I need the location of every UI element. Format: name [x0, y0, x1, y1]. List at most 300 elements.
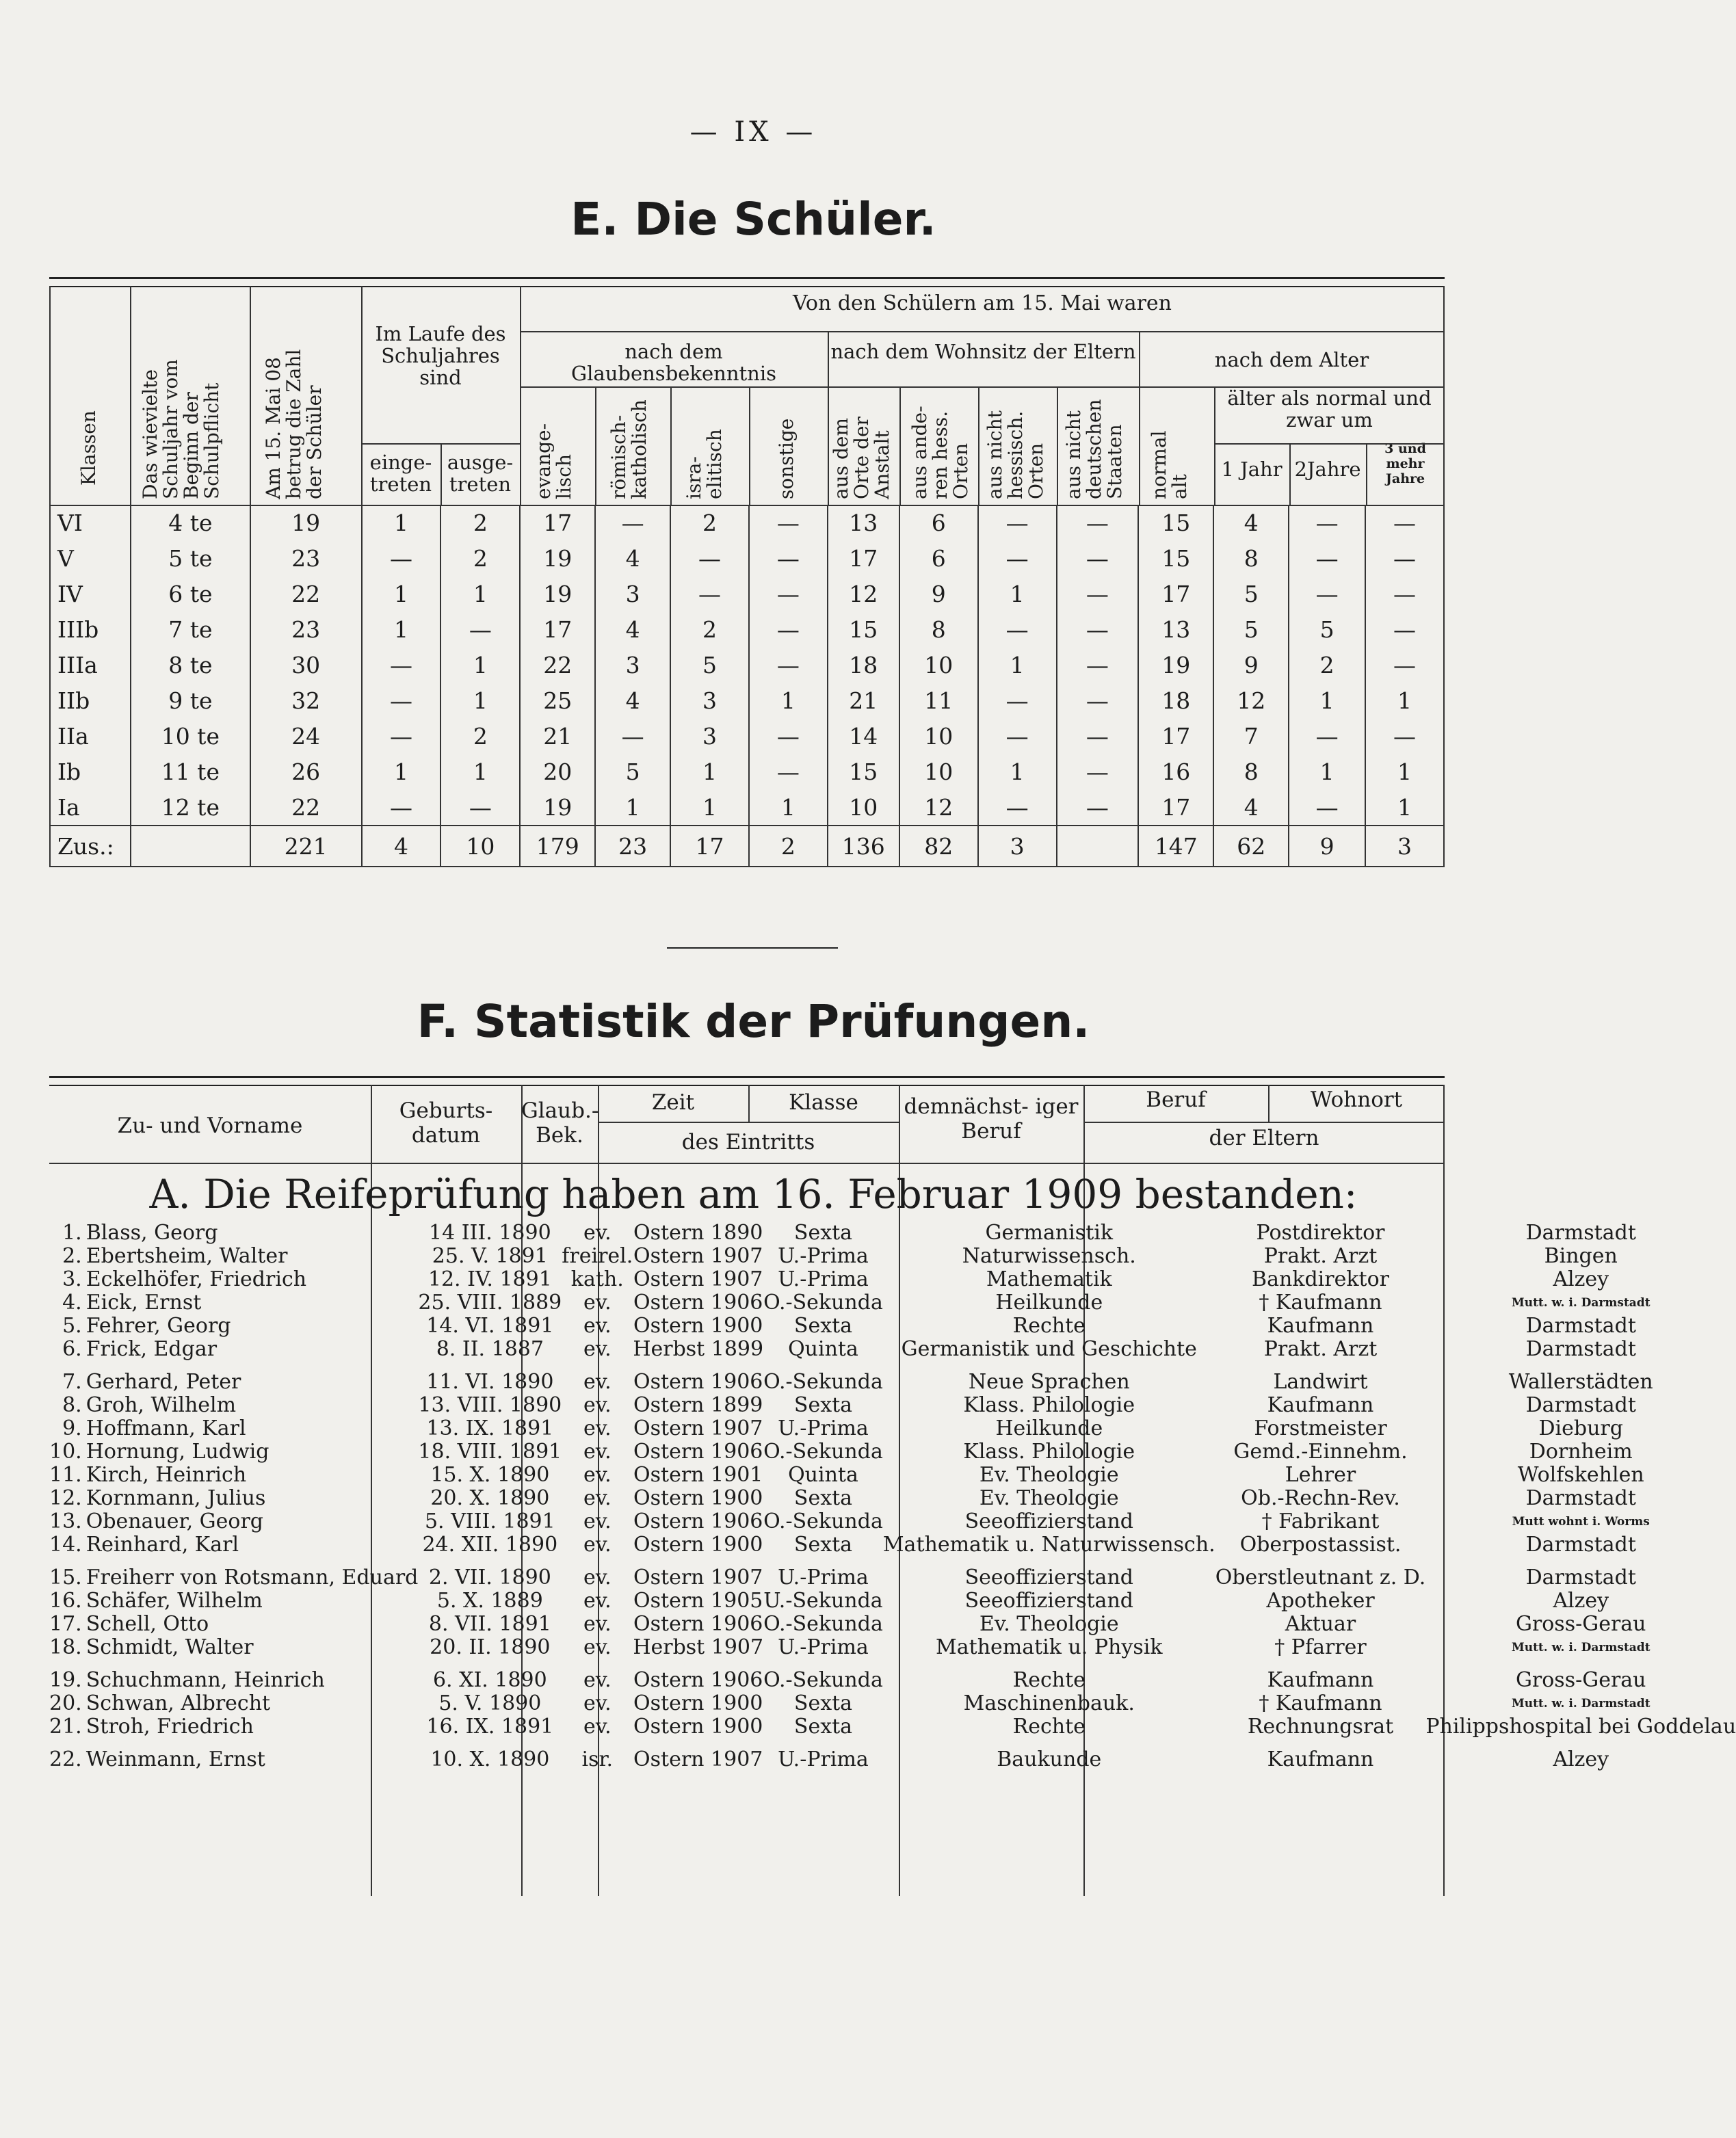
header-3-jahre: 3 und mehr Jahre	[1384, 441, 1426, 486]
value-cell: 16	[1138, 754, 1213, 789]
future-profession: Klass. Philologie	[963, 1440, 1135, 1464]
value-cell: 8	[899, 611, 978, 647]
value-cell: 1	[978, 647, 1057, 683]
parent-profession: Rechnungsrat	[1247, 1715, 1394, 1739]
student-name: Gerhard, Peter	[86, 1370, 241, 1394]
religion: freirel.	[562, 1244, 633, 1268]
religion: ev.	[583, 1463, 611, 1487]
value-cell: —	[1365, 540, 1444, 576]
parent-residence: Darmstadt	[1525, 1566, 1636, 1589]
header-ort-anstalt: aus dem Orte der Anstalt	[830, 417, 893, 499]
future-profession: Mathematik u. Physik	[936, 1635, 1163, 1659]
value-cell: —	[670, 540, 749, 576]
birth-date: 6. XI. 1890	[432, 1668, 547, 1692]
value-cell: 18	[828, 647, 899, 683]
table-row	[49, 1589, 1736, 1613]
table-row	[49, 1669, 1736, 1692]
row-spacer	[49, 1739, 1736, 1748]
value-cell: 30	[250, 647, 362, 683]
value-cell: 5 te	[131, 540, 250, 576]
rule	[598, 1122, 899, 1123]
parent-residence: Gross-Gerau	[1515, 1612, 1646, 1636]
value-cell: 12	[1213, 683, 1289, 718]
religion: ev.	[583, 1612, 611, 1636]
value-cell: —	[749, 576, 828, 611]
birth-date: 13. IX. 1891	[426, 1416, 554, 1440]
value-cell: 5	[670, 647, 749, 683]
row-number: 20.	[49, 1691, 82, 1715]
value-cell: 5	[595, 754, 670, 789]
religion: ev.	[583, 1566, 611, 1589]
row-spacer	[49, 1361, 1736, 1371]
value-cell: 1	[440, 576, 520, 611]
parent-residence: Philippshospital bei Goddelau	[1425, 1715, 1736, 1739]
value-cell: 15	[828, 754, 899, 789]
rule	[1443, 286, 1445, 505]
value-cell: —	[362, 540, 441, 576]
total-row	[50, 826, 1444, 867]
header-israelitisch: isra- elitisch	[683, 429, 726, 499]
entry-time: Ostern 1900	[633, 1691, 763, 1715]
value-cell: —	[749, 611, 828, 647]
entry-class: O.-Sekunda	[763, 1370, 883, 1394]
value-cell: 1	[1289, 754, 1365, 789]
header-aelter: älter als normal und zwar um	[1227, 386, 1432, 432]
value-cell: 17	[520, 505, 595, 540]
table-row	[49, 1464, 1736, 1487]
value-cell: 5	[1289, 611, 1365, 647]
value-cell: 6 te	[131, 576, 250, 611]
religion: ev.	[583, 1589, 611, 1613]
value-cell: 1	[1365, 754, 1444, 789]
birth-date: 14 III. 1890	[428, 1221, 551, 1245]
value-cell: 13	[828, 505, 899, 540]
spacer-cell	[49, 1557, 1736, 1566]
row-number: 15.	[49, 1566, 82, 1589]
student-table	[49, 505, 1445, 867]
parent-profession: Postdirektor	[1256, 1221, 1385, 1245]
entry-class: Sexta	[793, 1691, 853, 1715]
birth-date: 25. VIII. 1889	[418, 1291, 562, 1315]
table-row	[50, 611, 1444, 647]
value-cell: 1	[978, 576, 1057, 611]
religion: ev.	[583, 1668, 611, 1692]
birth-date: 18. VIII. 1891	[418, 1440, 562, 1464]
value-cell: 15	[828, 611, 899, 647]
value-cell: —	[362, 683, 441, 718]
religion: ev.	[583, 1486, 611, 1510]
value-cell: 17	[1138, 718, 1213, 754]
value-cell: 1	[1289, 683, 1365, 718]
student-name: Hornung, Ludwig	[86, 1440, 269, 1464]
religion: ev.	[583, 1337, 611, 1361]
religion: isr.	[581, 1747, 614, 1771]
value-cell: 9 te	[131, 683, 250, 718]
value-cell: 21	[520, 718, 595, 754]
value-cell: 10	[440, 826, 520, 867]
value-cell: 13	[1138, 611, 1213, 647]
table-row	[49, 1636, 1736, 1659]
entry-class: Sexta	[793, 1486, 853, 1510]
entry-time: Ostern 1906	[633, 1370, 763, 1394]
table-row	[50, 505, 1444, 540]
value-cell: 1	[362, 505, 441, 540]
reifepruefung-subtitle: A. Die Reifeprüfung haben am 16. Februar 1909 bestanden:	[149, 1171, 1358, 1217]
value-cell: 3	[978, 826, 1057, 867]
rule	[361, 286, 363, 505]
value-cell: 14	[828, 718, 899, 754]
value-cell: 3	[595, 576, 670, 611]
student-name: Obenauer, Georg	[86, 1509, 263, 1533]
entry-class: U.-Prima	[778, 1416, 869, 1440]
header-zahl: Am 15. Mai 08 betrug die Zahl der Schüler	[262, 349, 326, 499]
future-profession: Germanistik	[985, 1221, 1114, 1245]
value-cell: 17	[520, 611, 595, 647]
entry-time: Ostern 1907	[633, 1244, 763, 1268]
value-cell: —	[1365, 505, 1444, 540]
table-row	[49, 1533, 1736, 1557]
parent-profession: Ob.-Rechn-Rev.	[1241, 1486, 1400, 1510]
future-profession: Ev. Theologie	[979, 1486, 1119, 1510]
header-glauben: nach dem Glaubensbekenntnis	[571, 340, 776, 385]
value-cell: —	[1289, 540, 1365, 576]
birth-date: 11. VI. 1890	[426, 1370, 554, 1394]
parent-profession: Gemd.-Einnehm.	[1233, 1440, 1408, 1464]
student-name: Reinhard, Karl	[86, 1533, 239, 1557]
entry-class: Sexta	[793, 1393, 853, 1417]
value-cell: 4 te	[131, 505, 250, 540]
student-name: Eckelhöfer, Friedrich	[86, 1267, 307, 1291]
value-cell: 2	[440, 505, 520, 540]
entry-time: Ostern 1906	[633, 1668, 763, 1692]
table-row	[49, 1510, 1736, 1533]
value-cell: —	[978, 540, 1057, 576]
entry-time: Ostern 1905	[633, 1589, 763, 1613]
table-row	[49, 1487, 1736, 1510]
value-cell: 4	[595, 540, 670, 576]
value-cell: 23	[595, 826, 670, 867]
parent-residence: Gross-Gerau	[1515, 1668, 1646, 1692]
value-cell: —	[978, 683, 1057, 718]
header-1-jahr: 1 Jahr	[1221, 458, 1283, 481]
birth-date: 10. X. 1890	[430, 1747, 550, 1771]
parent-residence: Darmstadt	[1525, 1221, 1636, 1245]
header-name: Zu- und Vorname	[117, 1113, 303, 1138]
student-name: Ebertsheim, Walter	[86, 1244, 288, 1268]
class-cell: IIa	[50, 718, 131, 754]
entry-class: Quinta	[788, 1337, 858, 1361]
row-number: 17.	[49, 1612, 82, 1636]
table-row	[50, 647, 1444, 683]
parent-profession: † Pfarrer	[1274, 1635, 1367, 1659]
rule	[828, 331, 829, 505]
birth-date: 8. II. 1887	[436, 1337, 544, 1361]
value-cell: 10	[899, 754, 978, 789]
future-profession: Rechte	[1012, 1668, 1086, 1692]
value-cell: 22	[250, 789, 362, 826]
rule	[1083, 1122, 1445, 1123]
row-number: 9.	[62, 1416, 82, 1440]
value-cell: —	[1289, 576, 1365, 611]
value-cell: 12 te	[131, 789, 250, 826]
header-nicht-deutsch: aus nicht deutschen Staaten	[1062, 399, 1126, 499]
value-cell	[1057, 826, 1139, 867]
header-sonstige: sonstige	[775, 418, 798, 499]
birth-date: 2. VII. 1890	[428, 1566, 551, 1589]
parent-profession: Aktuar	[1285, 1612, 1356, 1636]
value-cell: 23	[250, 540, 362, 576]
value-cell: —	[1365, 576, 1444, 611]
table-row	[49, 1245, 1736, 1268]
parent-residence: Darmstadt	[1525, 1533, 1636, 1557]
value-cell: —	[1365, 611, 1444, 647]
entry-class: O.-Sekunda	[763, 1440, 883, 1464]
value-cell: 11	[899, 683, 978, 718]
value-cell: —	[749, 505, 828, 540]
value-cell: 7	[1213, 718, 1289, 754]
value-cell: 82	[899, 826, 978, 867]
student-name: Schäfer, Wilhelm	[86, 1589, 263, 1613]
value-cell: 4	[1213, 505, 1289, 540]
exam-table	[49, 1222, 1736, 1771]
value-cell: 26	[250, 754, 362, 789]
row-number: 7.	[62, 1370, 82, 1394]
value-cell: —	[1289, 505, 1365, 540]
row-number: 2.	[62, 1244, 82, 1268]
student-name: Weinmann, Ernst	[86, 1747, 265, 1771]
section-e-top-rule	[49, 277, 1445, 279]
parent-profession: † Fabrikant	[1261, 1509, 1380, 1533]
table-row	[49, 1417, 1736, 1440]
row-number: 21.	[49, 1715, 82, 1739]
rule	[595, 386, 596, 505]
value-cell: —	[978, 505, 1057, 540]
row-number: 19.	[49, 1668, 82, 1692]
religion: ev.	[583, 1440, 611, 1464]
value-cell: 62	[1213, 826, 1289, 867]
value-cell: 147	[1138, 826, 1213, 867]
value-cell: 1	[978, 754, 1057, 789]
entry-class: U.-Prima	[778, 1747, 869, 1771]
value-cell: 3	[670, 718, 749, 754]
value-cell: 1	[362, 576, 441, 611]
birth-date: 8. VII. 1891	[428, 1612, 551, 1636]
header-klassen: Klassen	[77, 410, 100, 486]
table-row	[49, 1748, 1736, 1771]
section-f-top-rule-2	[49, 1085, 1445, 1086]
entry-time: Ostern 1899	[633, 1393, 763, 1417]
student-name: Schmidt, Walter	[86, 1635, 254, 1659]
entry-time: Ostern 1907	[633, 1566, 763, 1589]
table-row	[49, 1440, 1736, 1464]
header-zeit: Zeit	[651, 1090, 695, 1115]
religion: ev.	[583, 1416, 611, 1440]
value-cell: —	[362, 789, 441, 826]
value-cell: —	[362, 718, 441, 754]
value-cell: 17	[828, 540, 899, 576]
entry-class: Sexta	[793, 1533, 853, 1557]
spacer-cell	[49, 1361, 1736, 1371]
value-cell: 3	[1365, 826, 1444, 867]
table-row	[49, 1371, 1736, 1394]
row-number: 3.	[62, 1267, 82, 1291]
birth-date: 13. VIII. 1890	[418, 1393, 562, 1417]
value-cell: 15	[1138, 505, 1213, 540]
entry-time: Ostern 1900	[633, 1533, 763, 1557]
header-2-jahre: 2Jahre	[1294, 458, 1361, 481]
value-cell: —	[595, 505, 670, 540]
value-cell: 179	[520, 826, 595, 867]
parent-profession: Apotheker	[1266, 1589, 1375, 1613]
value-cell: 2	[440, 540, 520, 576]
student-name: Freiherr von Rotsmann, Eduard	[86, 1566, 419, 1589]
rule	[749, 386, 750, 505]
value-cell: 4	[362, 826, 441, 867]
value-cell: 21	[828, 683, 899, 718]
value-cell: —	[1365, 647, 1444, 683]
row-number: 13.	[49, 1509, 82, 1533]
rule	[1057, 386, 1058, 505]
row-spacer	[49, 1659, 1736, 1669]
table-row	[49, 1268, 1736, 1291]
table-row	[49, 1692, 1736, 1715]
parent-residence: Bingen	[1544, 1244, 1618, 1268]
student-name: Groh, Wilhelm	[86, 1393, 237, 1417]
value-cell: —	[1289, 789, 1365, 826]
religion: ev.	[583, 1533, 611, 1557]
entry-time: Ostern 1900	[633, 1314, 763, 1338]
table-row	[50, 576, 1444, 611]
entry-class: O.-Sekunda	[763, 1509, 883, 1533]
future-profession: Mathematik	[986, 1267, 1112, 1291]
header-laufe: Im Laufe des Schuljahres sind	[375, 322, 506, 389]
value-cell: 19	[250, 505, 362, 540]
parent-profession: Lehrer	[1285, 1463, 1356, 1487]
header-wohnsitz: nach dem Wohnsitz der Eltern	[830, 340, 1136, 363]
value-cell: 17	[1138, 789, 1213, 826]
value-cell: 15	[1138, 540, 1213, 576]
value-cell: 9	[1213, 647, 1289, 683]
header-von-den: Von den Schülern am 15. Mai waren	[792, 291, 1172, 315]
parent-residence: Darmstadt	[1525, 1314, 1636, 1338]
value-cell: —	[749, 540, 828, 576]
value-cell: —	[362, 647, 441, 683]
value-cell: 2	[440, 718, 520, 754]
header-ausgetreten: ausge- treten	[447, 451, 514, 496]
rule	[670, 386, 672, 505]
parent-residence: Mutt wohnt i. Worms	[1512, 1515, 1650, 1529]
value-cell: 1	[440, 647, 520, 683]
religion: ev.	[583, 1509, 611, 1533]
rule	[978, 386, 979, 505]
entry-time: Ostern 1900	[633, 1715, 763, 1739]
student-name: Schell, Otto	[86, 1612, 209, 1636]
entry-time: Ostern 1907	[633, 1747, 763, 1771]
birth-date: 15. X. 1890	[430, 1463, 550, 1487]
parent-residence: Dieburg	[1538, 1416, 1623, 1440]
future-profession: Seeoffizierstand	[964, 1509, 1133, 1533]
value-cell: —	[978, 718, 1057, 754]
value-cell: —	[1057, 789, 1139, 826]
row-number: 12.	[49, 1486, 82, 1510]
birth-date: 16. IX. 1891	[426, 1715, 554, 1739]
parent-residence: Wallerstädten	[1508, 1370, 1653, 1394]
header-beruf: demnächst- iger Beruf	[904, 1094, 1079, 1144]
header-evangelisch: evange- lisch	[532, 423, 575, 499]
entry-time: Herbst 1907	[633, 1635, 764, 1659]
value-cell: 1	[362, 754, 441, 789]
page-number: — IX —	[689, 116, 817, 148]
value-cell: 4	[1213, 789, 1289, 826]
student-name: Fehrer, Georg	[86, 1314, 231, 1338]
section-e-top-rule-2	[49, 286, 1445, 287]
class-cell: V	[50, 540, 131, 576]
section-e-title: E. Die Schüler.	[570, 193, 936, 246]
value-cell: —	[978, 611, 1057, 647]
row-number: 1.	[62, 1221, 82, 1245]
parent-residence: Darmstadt	[1525, 1337, 1636, 1361]
value-cell: 8	[1213, 540, 1289, 576]
rule	[250, 286, 251, 505]
row-number: 14.	[49, 1533, 82, 1557]
entry-class: O.-Sekunda	[763, 1668, 883, 1692]
value-cell: 12	[828, 576, 899, 611]
entry-class: O.-Sekunda	[763, 1291, 883, 1315]
class-cell: IIIa	[50, 647, 131, 683]
value-cell: —	[440, 789, 520, 826]
rule	[49, 286, 51, 505]
student-name: Schuchmann, Heinrich	[86, 1668, 325, 1692]
entry-time: Ostern 1906	[633, 1440, 763, 1464]
value-cell: —	[978, 789, 1057, 826]
rule	[748, 1085, 750, 1122]
header-schuljahr: Das wievielte Schuljahr vom Beginn der Schulpflicht	[139, 359, 223, 499]
value-cell: 1	[1365, 683, 1444, 718]
value-cell: 23	[250, 611, 362, 647]
value-cell: 22	[250, 576, 362, 611]
spacer-cell	[49, 1659, 1736, 1669]
parent-profession: Kaufmann	[1267, 1314, 1374, 1338]
class-cell: Zus.:	[50, 826, 131, 867]
value-cell: —	[1057, 754, 1139, 789]
parent-profession: Oberstleutnant z. D.	[1215, 1566, 1426, 1589]
birth-date: 14. VI. 1891	[426, 1314, 554, 1338]
parent-profession: Prakt. Arzt	[1263, 1337, 1378, 1361]
entry-class: U.-Prima	[778, 1267, 869, 1291]
value-cell: 18	[1138, 683, 1213, 718]
parent-residence: Alzey	[1553, 1267, 1609, 1291]
value-cell: 2	[1289, 647, 1365, 683]
birth-date: 24. XII. 1890	[422, 1533, 558, 1557]
value-cell: 2	[749, 826, 828, 867]
class-cell: Ia	[50, 789, 131, 826]
row-number: 6.	[62, 1337, 82, 1361]
rule	[1289, 443, 1291, 505]
value-cell: 22	[520, 647, 595, 683]
value-cell: 2	[670, 505, 749, 540]
table-row	[49, 1338, 1736, 1361]
class-cell: IIIb	[50, 611, 131, 647]
entry-class: Sexta	[793, 1314, 853, 1338]
parent-profession: † Kaufmann	[1259, 1691, 1382, 1715]
row-number: 8.	[62, 1393, 82, 1417]
religion: ev.	[583, 1691, 611, 1715]
value-cell: 1	[670, 754, 749, 789]
future-profession: Maschinenbauk.	[963, 1691, 1135, 1715]
entry-class: Sexta	[793, 1715, 853, 1739]
entry-time: Ostern 1906	[633, 1291, 763, 1315]
value-cell: 1	[749, 789, 828, 826]
